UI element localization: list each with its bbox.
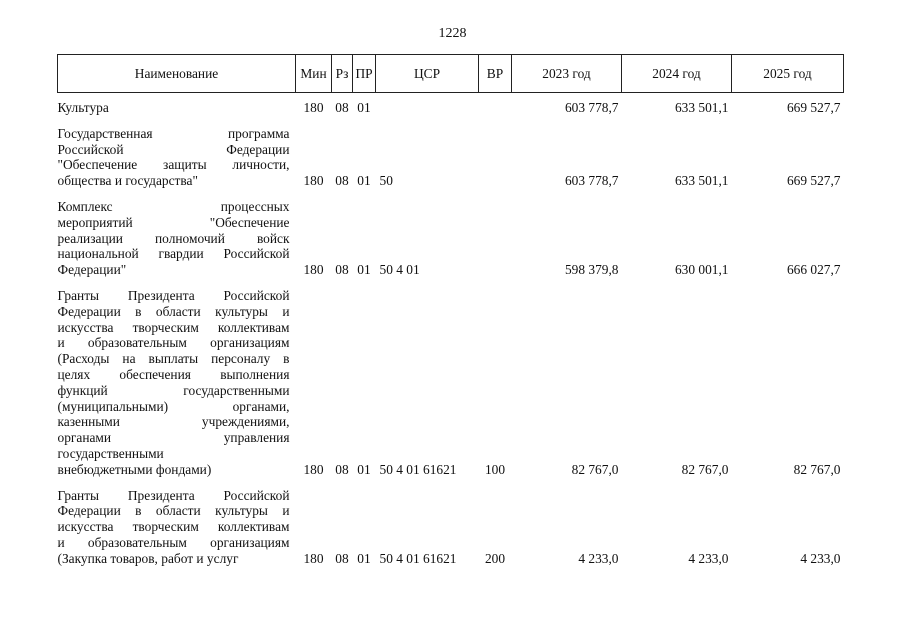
row-name-line: "Обеспечение защиты личности, [57,157,290,173]
row-pr: 01 [357,461,371,477]
row-value-2025: 666 027,7 [786,262,841,278]
col-header-min: Мин [296,55,332,93]
row-name [58,478,296,567]
row-name-line: казенными учреждениями, [57,414,290,430]
row-rz: 08 [335,262,349,278]
row-name-line: Российской Федерации [57,141,290,157]
row-name-line: органами управления [57,430,290,446]
row-csr: 50 4 01 61621 [379,461,457,477]
row-min: 180 [303,550,324,566]
row-csr: 50 [379,173,393,189]
row-name-line: (Расходы на выплаты персоналу в [57,351,290,367]
row-pr: 01 [357,173,371,189]
page-number: 1228 [438,26,467,41]
row-name-line: Федерации в области культуры и [57,503,290,519]
row-name [58,278,296,478]
row-value-2025: 669 527,7 [786,173,841,189]
row-name-line: функций государственными [57,382,290,398]
row-name-line: национальной гвардии Российской [57,246,290,262]
row-value-2024: 633 501,1 [674,173,729,189]
col-header-vr: ВР [479,55,512,93]
row-value-2024: 630 001,1 [674,262,729,278]
row-vr: 100 [484,461,506,477]
row-value-2024: 633 501,1 [674,100,729,115]
row-name [58,189,296,278]
col-header-2024: 2024 год [622,55,732,93]
row-value-2023: 603 778,7 [564,173,619,189]
row-vr [479,93,512,116]
row-name-line: Культура [57,100,109,115]
row-rz: 08 [335,100,349,115]
row-csr [376,93,479,116]
row-csr: 50 4 01 61621 [379,550,457,566]
table-header-row [58,55,844,93]
col-header-2023: 2023 год [512,55,622,93]
row-name-line: реализации полномочий войск [57,230,290,246]
row-name-line: Гранты Президента Российской [57,487,290,503]
row-value-2024: 82 767,0 [681,461,729,477]
table-body [58,93,844,567]
row-name-line: и образовательным организациям [57,534,290,550]
col-header-2025: 2025 год [732,55,844,93]
row-value-2024: 4 233,0 [688,550,729,566]
row-value-2025: 4 233,0 [800,550,841,566]
row-name-line: (муниципальными) органами, [57,398,290,414]
row-vr [479,116,512,189]
row-value-2023: 82 767,0 [571,461,619,477]
row-value-2025: 82 767,0 [793,461,841,477]
row-name-line: Комплекс процессных [57,198,290,214]
row-name-line: Федерации в области культуры и [57,303,290,319]
row-name-line: государственными [57,445,164,461]
row-csr: 50 4 01 [379,262,420,278]
row-min: 180 [303,100,324,115]
row-name-line: искусства творческим коллективам [57,519,290,535]
row-value-2023: 598 379,8 [564,262,619,278]
row-name-line: искусства творческим коллективам [57,319,290,335]
table-row [58,278,844,478]
col-header-rz: Рз [332,55,353,93]
row-min: 180 [303,173,324,189]
row-name-line: Федерации" [57,262,127,278]
row-vr: 200 [484,550,506,566]
col-header-pr: ПР [353,55,376,93]
row-min: 180 [303,461,324,477]
row-name-line: внебюджетными фондами) [57,461,212,477]
col-header-csr: ЦСР [376,55,479,93]
table-row [58,93,844,116]
row-rz: 08 [335,550,349,566]
table-row [58,478,844,567]
row-name-line: мероприятий "Обеспечение [57,214,290,230]
row-value-2023: 4 233,0 [578,550,619,566]
row-value-2023: 603 778,7 [564,100,619,115]
table-row [58,116,844,189]
row-name-line: Гранты Президента Российской [57,287,290,303]
col-header-name: Наименование [58,55,296,93]
row-name [58,116,296,189]
table-row [58,189,844,278]
row-name-line: Государственная программа [57,125,290,141]
row-name-line: и образовательным организациям [57,335,290,351]
row-pr: 01 [357,262,371,278]
row-vr [479,189,512,278]
row-min: 180 [303,262,324,278]
budget-table [57,54,844,567]
row-value-2025: 669 527,7 [786,100,841,115]
row-pr: 01 [357,550,371,566]
row-pr: 01 [357,100,371,115]
row-name-line: (Закупка товаров, работ и услуг [57,550,239,566]
row-name [58,93,296,116]
row-name-line: целях обеспечения выполнения [57,366,290,382]
row-rz: 08 [335,461,349,477]
row-name-line: общества и государства" [57,173,198,189]
row-rz: 08 [335,173,349,189]
